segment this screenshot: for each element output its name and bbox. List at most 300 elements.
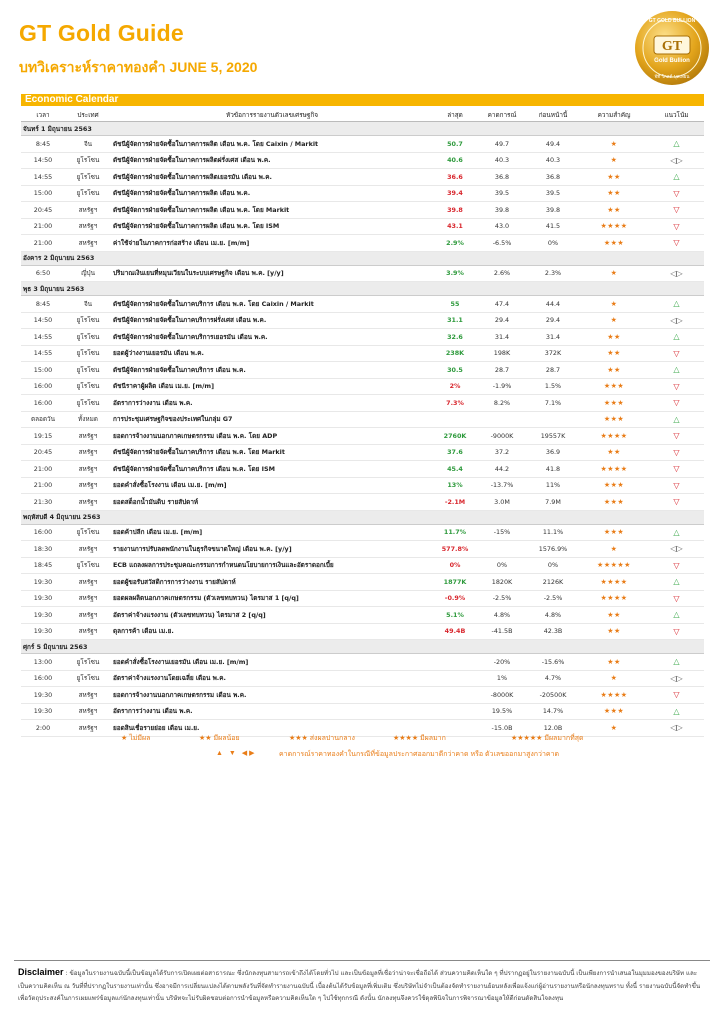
importance-stars: ★★★: [579, 477, 649, 494]
event-title: ยอดค้าปลีก เดือน เม.ย. [m/m]: [111, 524, 433, 541]
event-forecast: -41.5B: [477, 623, 527, 640]
importance-stars: ★: [579, 541, 649, 558]
col-forecast: คาดการณ์: [477, 108, 527, 122]
event-forecast: 47.4: [477, 296, 527, 313]
event-country: สหรัฐฯ: [65, 218, 111, 235]
event-forecast: 40.3: [477, 152, 527, 169]
table-row: [21, 169, 704, 186]
event-previous: [527, 411, 579, 428]
event-actual: 13%: [433, 477, 477, 494]
table-row: [21, 541, 704, 558]
event-time: 20:45: [21, 202, 65, 219]
event-previous: 0%: [527, 557, 579, 574]
event-country: สหรัฐฯ: [65, 477, 111, 494]
event-time: 2:00: [21, 720, 65, 737]
disclaimer-text: : ข้อมูลในรายงานฉบับนี้เป็นข้อมูลได้รับการเปิดเผยต่อสาธารณะ ซึ่งนักลงทุนสามารถเข้าถึงได้โดยทั่วไป และเป็นข้อมูลที่เชื่อว่าน่าจะเชื่อถือได้ ส่วนความคิดเห็นใด ๆ ที่ปรากฏอยู่ในรายงานฉบับนี้ เป็นเพียงการนำเสนอในมุมมองของบริษัท และเป็นความคิดเห็น ณ วันที่ที่ปรากฏในรายงานเท่านั้น ซึ่งอาจมีการเปลี่ยนแปลงได้ตามพลังวันที่จัดทำรายงานฉบับนี้ เบื้องต้นได้รับข้อมูลที่เพิ่มเติม ซึ่งบริษัทไม่จำเป็นต้องจัดทำรายงานย้อนหลังเพื่อแจ้งแก่ผู้อ่านรายงานหรือนักลงทุนทราบ ทั้งนี้ รายงานฉบับนี้จัดทำขึ้นเพื่อวัตถุประสงค์ในการเผยแพร่ข้อมูลแก่นักลงทุนเท่านั้น บริษัทจะไม่รับผิดชอบต่อการนำข้อมูลหรือความคิดเห็นใด ๆ ไปใช้ทุกกรณี ดังนั้น นักลงทุนจึงควรใช้ดุลพินิจในการพิจารณาข้อมูลให้ดีก่อนตัดสินใจลงทุน: [18, 970, 701, 1002]
event-forecast: 31.4: [477, 329, 527, 346]
trend-icon: △: [649, 524, 704, 541]
table-row: [21, 654, 704, 671]
event-previous: 11%: [527, 477, 579, 494]
table-row: [21, 428, 704, 445]
trend-icon: ▽: [649, 557, 704, 574]
table-row: [21, 395, 704, 412]
calendar-body: [21, 122, 704, 737]
trend-legend-note: คาดการณ์ราคาทองคำในกรณีที่ข้อมูลประกาศออกมาดีกว่าคาด หรือ ตัวเลขออกมาสูงกว่าคาด: [279, 751, 560, 758]
event-country: สหรัฐฯ: [65, 461, 111, 478]
event-country: สหรัฐฯ: [65, 720, 111, 737]
trend-icon: ▽: [649, 477, 704, 494]
logo-tag: Gold Bullion: [654, 58, 690, 64]
importance-stars: ★★★: [579, 378, 649, 395]
event-time: 19:30: [21, 623, 65, 640]
event-country: ยูโรโซน: [65, 312, 111, 329]
event-title: ดัชนีผู้จัดการฝ่ายจัดซื้อในภาคการผลิต เดือน พ.ค. โดย Markit: [111, 202, 433, 219]
event-country: สหรัฐฯ: [65, 623, 111, 640]
event-previous: 11.1%: [527, 524, 579, 541]
event-country: ยูโรโซน: [65, 362, 111, 379]
calendar-day-row: [21, 640, 704, 654]
trend-icon: △: [649, 703, 704, 720]
event-country: สหรัฐฯ: [65, 574, 111, 591]
trend-icon: △: [649, 574, 704, 591]
disclaimer-label: Disclaimer: [18, 967, 64, 977]
event-title: อัตราค่าจ้างแรงงานโดยเฉลี่ย เดือน พ.ค.: [111, 670, 433, 687]
event-actual: -2.1M: [433, 494, 477, 511]
event-country: สหรัฐฯ: [65, 428, 111, 445]
importance-stars: ★★: [579, 607, 649, 624]
importance-stars: ★★: [579, 329, 649, 346]
event-forecast: 49.7: [477, 136, 527, 153]
importance-stars: ★★: [579, 345, 649, 362]
importance-stars: ★★: [579, 202, 649, 219]
logo-monogram: GT: [661, 39, 683, 54]
table-row: [21, 524, 704, 541]
event-previous: 42.3B: [527, 623, 579, 640]
event-time: ตลอดวัน: [21, 411, 65, 428]
event-previous: 41.8: [527, 461, 579, 478]
event-title: ยอดผลผลิตนอกภาคเกษตรกรรม (ตัวเลขทบทวน) ไตรมาส 1 [q/q]: [111, 590, 433, 607]
legend-item: ★★ มีผลน้อย: [199, 735, 240, 742]
table-row: [21, 607, 704, 624]
event-actual: 2760K: [433, 428, 477, 445]
event-country: ยูโรโซน: [65, 395, 111, 412]
economic-calendar-header: Economic Calendar: [21, 94, 704, 106]
event-country: ยูโรโซน: [65, 557, 111, 574]
event-title: ดัชนีผู้จัดการฝ่ายจัดซื้อในภาคบริการ เดือน พ.ค. โดย Caixin / Markit: [111, 296, 433, 313]
event-previous: 39.8: [527, 202, 579, 219]
table-row: [21, 265, 704, 282]
calendar-day-label: จันทร์ 1 มิถุนายน 2563: [21, 122, 704, 136]
trend-icon: △: [649, 362, 704, 379]
event-title: อัตราการว่างงาน เดือน พ.ค.: [111, 395, 433, 412]
trend-arrows-icon: ▲ ▼ ◀▶: [216, 750, 257, 757]
event-previous: 36.9: [527, 444, 579, 461]
table-row: [21, 461, 704, 478]
table-row: [21, 703, 704, 720]
event-actual: 31.1: [433, 312, 477, 329]
trend-icon: △: [649, 411, 704, 428]
event-previous: -20500K: [527, 687, 579, 704]
table-row: [21, 378, 704, 395]
event-time: 15:00: [21, 185, 65, 202]
event-previous: 49.4: [527, 136, 579, 153]
event-previous: 40.3: [527, 152, 579, 169]
table-row: [21, 218, 704, 235]
trend-icon: ▽: [649, 494, 704, 511]
trend-icon: ◁▷: [649, 720, 704, 737]
table-row: [21, 185, 704, 202]
disclaimer: [18, 966, 706, 1006]
event-forecast: -9000K: [477, 428, 527, 445]
event-actual: 238K: [433, 345, 477, 362]
event-actual: 0%: [433, 557, 477, 574]
trend-icon: ▽: [649, 444, 704, 461]
col-actual: ล่าสุด: [433, 108, 477, 122]
event-time: 19:15: [21, 428, 65, 445]
gt-gold-bullion-logo: [634, 10, 710, 86]
trend-icon: ▽: [649, 202, 704, 219]
event-forecast: 44.2: [477, 461, 527, 478]
importance-stars: ★★★: [579, 395, 649, 412]
event-actual: 37.6: [433, 444, 477, 461]
trend-icon: ◁▷: [649, 670, 704, 687]
event-title: ดัชนีผู้จัดการฝ่ายจัดซื้อในภาคการผลิตเยอรมัน เดือน พ.ค.: [111, 169, 433, 186]
event-previous: 4.7%: [527, 670, 579, 687]
event-time: 15:00: [21, 362, 65, 379]
importance-stars: ★★★: [579, 235, 649, 252]
table-row: [21, 590, 704, 607]
event-time: 19:30: [21, 607, 65, 624]
page-title: GT Gold Guide: [19, 20, 184, 46]
event-time: 14:55: [21, 329, 65, 346]
event-previous: 1.5%: [527, 378, 579, 395]
event-country: สหรัฐฯ: [65, 541, 111, 558]
trend-icon: ▽: [649, 428, 704, 445]
event-forecast: -15.0B: [477, 720, 527, 737]
event-time: 19:30: [21, 703, 65, 720]
event-title: ดัชนีผู้จัดการฝ่ายจัดซื้อในภาคการผลิตฝรั่งเศส เดือน พ.ค.: [111, 152, 433, 169]
event-time: 8:45: [21, 136, 65, 153]
event-previous: 39.5: [527, 185, 579, 202]
legend-item: ★★★ ส่งผลปานกลาง: [289, 735, 355, 742]
event-actual: 39.4: [433, 185, 477, 202]
col-trend: แนวโน้ม: [649, 108, 704, 122]
event-forecast: 198K: [477, 345, 527, 362]
event-previous: 14.7%: [527, 703, 579, 720]
legend-item: ★★★★★ มีผลมากที่สุด: [511, 735, 584, 742]
event-actual: 39.8: [433, 202, 477, 219]
disclaimer-divider: [14, 960, 710, 961]
event-previous: 28.7: [527, 362, 579, 379]
event-actual: 7.3%: [433, 395, 477, 412]
trend-icon: ▽: [649, 395, 704, 412]
event-country: สหรัฐฯ: [65, 590, 111, 607]
event-title: ค่าใช้จ่ายในภาคการก่อสร้าง เดือน เม.ย. [m/m]: [111, 235, 433, 252]
event-previous: 44.4: [527, 296, 579, 313]
event-country: ยูโรโซน: [65, 670, 111, 687]
event-country: สหรัฐฯ: [65, 202, 111, 219]
event-title: ดัชนีผู้จัดการฝ่ายจัดซื้อในภาคการผลิต เดือน พ.ค. โดย Caixin / Markit: [111, 136, 433, 153]
event-time: 14:55: [21, 345, 65, 362]
calendar-day-row: [21, 282, 704, 296]
event-forecast: 36.8: [477, 169, 527, 186]
event-actual: 36.6: [433, 169, 477, 186]
trend-icon: △: [649, 654, 704, 671]
event-actual: [433, 411, 477, 428]
calendar-day-label: ศุกร์ 5 มิถุนายน 2563: [21, 640, 704, 654]
event-forecast: 39.5: [477, 185, 527, 202]
event-time: 14:50: [21, 312, 65, 329]
event-previous: 12.0B: [527, 720, 579, 737]
table-row: [21, 623, 704, 640]
event-actual: 32.6: [433, 329, 477, 346]
importance-stars: ★★: [579, 444, 649, 461]
event-forecast: 43.0: [477, 218, 527, 235]
trend-icon: △: [649, 169, 704, 186]
table-row: [21, 687, 704, 704]
event-country: ยูโรโซน: [65, 378, 111, 395]
trend-icon: ◁▷: [649, 312, 704, 329]
event-forecast: 3.0M: [477, 494, 527, 511]
event-forecast: -20%: [477, 654, 527, 671]
event-country: ยูโรโซน: [65, 152, 111, 169]
event-previous: 7.9M: [527, 494, 579, 511]
calendar-column-headers: [21, 108, 704, 122]
table-row: [21, 312, 704, 329]
event-country: ยูโรโซน: [65, 524, 111, 541]
event-title: ดัชนีผู้จัดการฝ่ายจัดซื้อในภาคบริการ เดือน พ.ค.: [111, 362, 433, 379]
event-country: สหรัฐฯ: [65, 494, 111, 511]
event-forecast: -8000K: [477, 687, 527, 704]
event-actual: 11.7%: [433, 524, 477, 541]
importance-stars: ★★★: [579, 411, 649, 428]
event-previous: -15.6%: [527, 654, 579, 671]
trend-icon: △: [649, 329, 704, 346]
legend-item: ★ ไม่มีผล: [121, 735, 151, 742]
event-previous: 2126K: [527, 574, 579, 591]
importance-stars: ★: [579, 152, 649, 169]
event-actual: [433, 670, 477, 687]
event-title: ดัชนีผู้จัดการฝ่ายจัดซื้อในภาคบริการเยอรมัน เดือน พ.ค.: [111, 329, 433, 346]
event-time: 21:00: [21, 461, 65, 478]
event-previous: 29.4: [527, 312, 579, 329]
event-title: รายงานการปรับลดพนักงานในธุรกิจขนาดใหญ่ เดือน พ.ค. [y/y]: [111, 541, 433, 558]
event-country: ยูโรโซน: [65, 345, 111, 362]
event-title: ยอดสต็อกน้ำมันดิบ รายสัปดาห์: [111, 494, 433, 511]
event-actual: 5.1%: [433, 607, 477, 624]
event-time: 21:00: [21, 477, 65, 494]
trend-icon: △: [649, 607, 704, 624]
event-country: จีน: [65, 296, 111, 313]
table-row: [21, 345, 704, 362]
event-time: 19:30: [21, 574, 65, 591]
importance-stars: ★★★★: [579, 574, 649, 591]
trend-icon: ◁▷: [649, 152, 704, 169]
importance-stars: ★: [579, 296, 649, 313]
event-title: อัตราค่าจ้างแรงงาน (ตัวเลขทบทวน) ไตรมาส 2 [q/q]: [111, 607, 433, 624]
trend-icon: ▽: [649, 378, 704, 395]
table-row: [21, 296, 704, 313]
event-time: 13:00: [21, 654, 65, 671]
event-country: ญี่ปุ่น: [65, 265, 111, 282]
event-country: ยูโรโซน: [65, 185, 111, 202]
event-time: 21:00: [21, 218, 65, 235]
event-actual: 55: [433, 296, 477, 313]
event-title: ยอดคำสั่งซื้อโรงงาน เดือน เม.ย. [m/m]: [111, 477, 433, 494]
event-forecast: 4.8%: [477, 607, 527, 624]
event-time: 18:45: [21, 557, 65, 574]
event-country: สหรัฐฯ: [65, 235, 111, 252]
legend-item: ★★★★ มีผลมาก: [393, 735, 446, 742]
event-title: ECB แถลงผลการประชุมคณะกรรมการกำหนดนโยบายการเงินและอัตราดอกเบี้ย: [111, 557, 433, 574]
event-actual: 577.8%: [433, 541, 477, 558]
event-previous: 372K: [527, 345, 579, 362]
table-row: [21, 202, 704, 219]
trend-icon: ◁▷: [649, 541, 704, 558]
event-previous: 2.3%: [527, 265, 579, 282]
trend-icon: ▽: [649, 235, 704, 252]
page-subtitle: บทวิเคราะห์ราคาทองคำ JUNE 5, 2020: [19, 59, 258, 75]
event-title: ยอดสินเชื่อรายย่อย เดือน เม.ย.: [111, 720, 433, 737]
event-country: สหรัฐฯ: [65, 687, 111, 704]
col-time: เวลา: [21, 108, 65, 122]
logo-ring-bottom: จีที โกลด์ บุลเลียน: [654, 75, 690, 80]
importance-stars: ★: [579, 265, 649, 282]
importance-stars: ★★★★: [579, 461, 649, 478]
event-time: 20:45: [21, 444, 65, 461]
table-row: [21, 152, 704, 169]
event-forecast: 37.2: [477, 444, 527, 461]
event-time: 16:00: [21, 524, 65, 541]
event-actual: 49.4B: [433, 623, 477, 640]
event-country: ยูโรโซน: [65, 169, 111, 186]
event-time: 19:30: [21, 590, 65, 607]
importance-stars: ★★★★: [579, 590, 649, 607]
table-row: [21, 557, 704, 574]
trend-icon: ▽: [649, 687, 704, 704]
calendar-day-row: [21, 122, 704, 136]
event-title: ดัชนีผู้จัดการฝ่ายจัดซื้อในภาคการผลิต เดือน พ.ค. โดย ISM: [111, 218, 433, 235]
trend-icon: △: [649, 136, 704, 153]
importance-stars: ★★★★★: [579, 557, 649, 574]
event-actual: [433, 703, 477, 720]
event-time: 19:30: [21, 687, 65, 704]
event-actual: 30.5: [433, 362, 477, 379]
importance-stars: ★★: [579, 362, 649, 379]
calendar-day-label: อังคาร 2 มิถุนายน 2563: [21, 251, 704, 265]
calendar-day-label: พฤหัสบดี 4 มิถุนายน 2563: [21, 510, 704, 524]
event-country: ยูโรโซน: [65, 329, 111, 346]
event-time: 16:00: [21, 395, 65, 412]
event-previous: 36.8: [527, 169, 579, 186]
trend-icon: ▽: [649, 461, 704, 478]
trend-icon: ▽: [649, 590, 704, 607]
event-forecast: -6.5%: [477, 235, 527, 252]
table-row: [21, 444, 704, 461]
table-row: [21, 362, 704, 379]
calendar-day-label: พุธ 3 มิถุนายน 2563: [21, 282, 704, 296]
event-title: อัตราการว่างงาน เดือน พ.ค.: [111, 703, 433, 720]
importance-stars: ★★★★: [579, 428, 649, 445]
event-title: ยอดผู้ว่างงานเยอรมัน เดือน พ.ค.: [111, 345, 433, 362]
event-actual: 2.9%: [433, 235, 477, 252]
event-title: การประชุมเศรษฐกิจของประเทศในกลุ่ม G7: [111, 411, 433, 428]
event-time: 8:45: [21, 296, 65, 313]
event-actual: [433, 654, 477, 671]
event-previous: 19557K: [527, 428, 579, 445]
event-forecast: -15%: [477, 524, 527, 541]
logo-ring-top: GT GOLD BULLION: [648, 18, 696, 24]
event-previous: 41.5: [527, 218, 579, 235]
economic-calendar-table: [21, 108, 704, 737]
importance-stars: ★: [579, 720, 649, 737]
event-title: ยอดคำสั่งซื้อโรงงานเยอรมัน เดือน เม.ย. [m/m]: [111, 654, 433, 671]
event-forecast: -2.5%: [477, 590, 527, 607]
event-forecast: 8.2%: [477, 395, 527, 412]
event-forecast: 19.5%: [477, 703, 527, 720]
event-time: 18:30: [21, 541, 65, 558]
event-country: สหรัฐฯ: [65, 444, 111, 461]
event-country: ยูโรโซน: [65, 654, 111, 671]
event-actual: 45.4: [433, 461, 477, 478]
event-forecast: -1.9%: [477, 378, 527, 395]
event-forecast: 39.8: [477, 202, 527, 219]
table-row: [21, 494, 704, 511]
event-forecast: [477, 541, 527, 558]
importance-stars: ★★: [579, 654, 649, 671]
event-time: 16:00: [21, 378, 65, 395]
event-forecast: [477, 411, 527, 428]
event-title: ดัชนีผู้จัดการฝ่ายจัดซื้อในภาคบริการ เดือน พ.ค. โดย Markit: [111, 444, 433, 461]
importance-stars: ★★: [579, 185, 649, 202]
importance-stars: ★: [579, 312, 649, 329]
event-time: 21:00: [21, 235, 65, 252]
event-title: ยอดผู้ขอรับสวัสดิการการว่างงาน รายสัปดาห์: [111, 574, 433, 591]
trend-icon: ▽: [649, 623, 704, 640]
event-time: 16:00: [21, 670, 65, 687]
event-time: 21:30: [21, 494, 65, 511]
table-row: [21, 235, 704, 252]
event-forecast: 0%: [477, 557, 527, 574]
event-country: สหรัฐฯ: [65, 607, 111, 624]
event-previous: 1576.9%: [527, 541, 579, 558]
event-title: ดุลการค้า เดือน เม.ย.: [111, 623, 433, 640]
event-forecast: 1820K: [477, 574, 527, 591]
event-actual: -0.9%: [433, 590, 477, 607]
col-country: ประเทศ: [65, 108, 111, 122]
event-actual: 3.9%: [433, 265, 477, 282]
event-forecast: 2.6%: [477, 265, 527, 282]
col-importance: ความสำคัญ: [579, 108, 649, 122]
trend-icon: ▽: [649, 185, 704, 202]
col-previous: ก่อนหน้านี้: [527, 108, 579, 122]
event-actual: 40.6: [433, 152, 477, 169]
trend-icon: ▽: [649, 218, 704, 235]
event-title: ดัชนีผู้จัดการฝ่ายจัดซื้อในภาคบริการ เดือน พ.ค. โดย ISM: [111, 461, 433, 478]
calendar-day-row: [21, 251, 704, 265]
importance-stars: ★★★: [579, 494, 649, 511]
table-row: [21, 329, 704, 346]
event-time: 14:55: [21, 169, 65, 186]
trend-icon: ▽: [649, 345, 704, 362]
event-title: ดัชนีราคาผู้ผลิต เดือน เม.ย. [m/m]: [111, 378, 433, 395]
event-title: ดัชนีผู้จัดการฝ่ายจัดซื้อในภาคบริการฝรั่งเศส เดือน พ.ค.: [111, 312, 433, 329]
importance-stars: ★★: [579, 169, 649, 186]
importance-stars: ★: [579, 670, 649, 687]
event-title: ยอดการจ้างงานนอกภาคเกษตรกรรม เดือน พ.ค.: [111, 687, 433, 704]
event-forecast: 29.4: [477, 312, 527, 329]
col-event: หัวข้อการรายงานตัวเลขเศรษฐกิจ: [111, 108, 433, 122]
